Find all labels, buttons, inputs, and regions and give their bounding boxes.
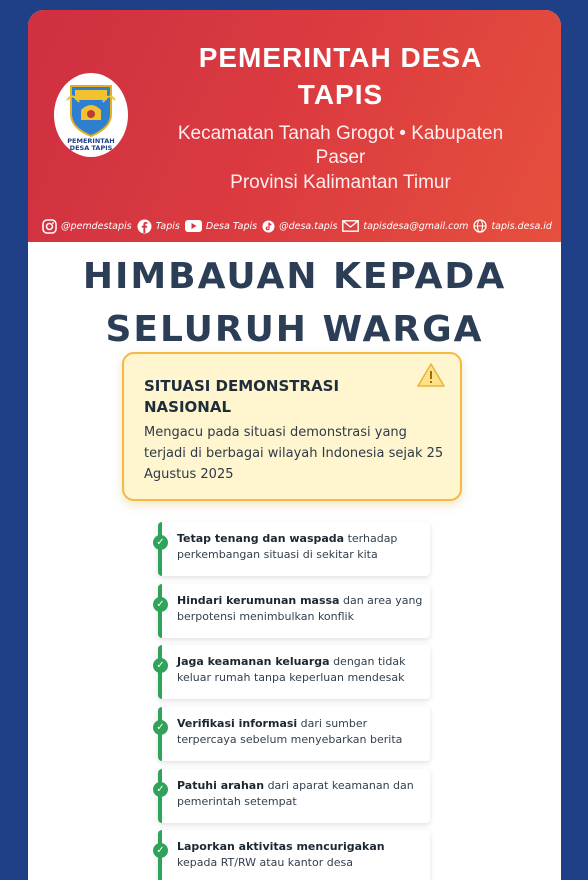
social-facebook[interactable] [137,219,180,234]
main-title-line2: SELURUH WARGA [105,309,484,350]
tip-rest-text: dari sumber terpercaya sebelum menyebarkan berita [177,717,403,746]
social-label: tapisdesa@gmail.com [363,220,469,232]
alert-box [122,352,462,501]
tip-bold-text: Jaga keamanan keluarga [177,655,330,668]
social-youtube[interactable] [185,220,257,232]
check-icon: ✓ [153,782,168,797]
announcement-card [28,10,561,880]
main-title-line1: HIMBAUAN KEPADA [82,256,507,297]
header-banner [28,10,561,242]
tip-rest-text: kepada RT/RW atau kantor desa [177,856,353,869]
check-icon: ✓ [153,535,168,550]
tip-item [158,707,430,761]
warning-icon [416,362,446,388]
check-icon: ✓ [153,658,168,673]
social-website[interactable] [473,219,552,233]
social-media-bar [42,215,552,237]
tip-bold-text: Verifikasi informasi [177,717,298,730]
header-subtitle-line2: Paser [315,147,366,168]
social-tiktok[interactable] [262,220,337,233]
village-logo [54,73,128,157]
social-email[interactable] [342,220,468,232]
tip-text [177,716,427,748]
tip-bold-text: Laporkan aktivitas mencurigakan [177,840,385,853]
social-label: Desa Tapis [205,220,258,232]
social-label: Tapis [155,220,180,232]
tip-text [177,531,427,563]
social-label: @pemdestapis [61,220,132,232]
tip-item [158,830,430,880]
tip-item [158,522,430,576]
tip-text [177,778,427,810]
tiktok-icon [262,220,275,233]
check-icon: ✓ [153,597,168,612]
email-icon [342,220,359,232]
tip-item [158,769,430,823]
tip-text [177,654,427,686]
tip-item [158,645,430,699]
tip-text [177,593,427,625]
social-label: @desa.tapis [279,220,338,232]
tip-bold-text: Tetap tenang dan waspada [177,532,345,545]
youtube-icon [185,220,202,232]
check-icon: ✓ [153,720,168,735]
tip-text [177,839,427,871]
globe-icon [473,219,487,233]
alert-body: Mengacu pada situasi demonstrasi yang terjadi di berbagai wilayah Indonesia sejak 25 Agustus 2025 [144,425,444,482]
tip-bold-text: Hindari kerumunan massa [177,594,340,607]
tip-bold-text: Patuhi arahan [177,779,265,792]
tip-rest-text: terhadap perkembangan situasi di sekitar kita [177,532,398,561]
village-emblem-icon [63,80,119,150]
instagram-icon [42,219,57,234]
social-instagram[interactable] [42,219,132,234]
svg-text:DESA TAPIS: DESA TAPIS [69,144,113,150]
alert-title: SITUASI DEMONSTRASI NASIONAL [144,377,340,416]
tip-item [158,584,430,638]
facebook-icon [137,219,152,234]
svg-text:PEMERINTAH: PEMERINTAH [67,137,115,145]
header-title-line1: PEMERINTAH DESA [198,42,483,73]
social-label: tapis.desa.id [491,220,552,232]
check-icon: ✓ [153,843,168,858]
tip-rest-text: dan area yang berpotensi menimbulkan konflik [177,594,423,623]
header-subtitle-line3: Provinsi Kalimantan Timur [230,172,451,193]
header-subtitle-line1: Kecamatan Tanah Grogot • Kabupaten [177,123,504,144]
header-title-line2: TAPIS [297,79,384,110]
tip-rest-text: dengan tidak keluar rumah tanpa keperluan mendesak [177,655,406,684]
tip-rest-text: dari aparat keamanan dan pemerintah setempat [177,779,414,808]
